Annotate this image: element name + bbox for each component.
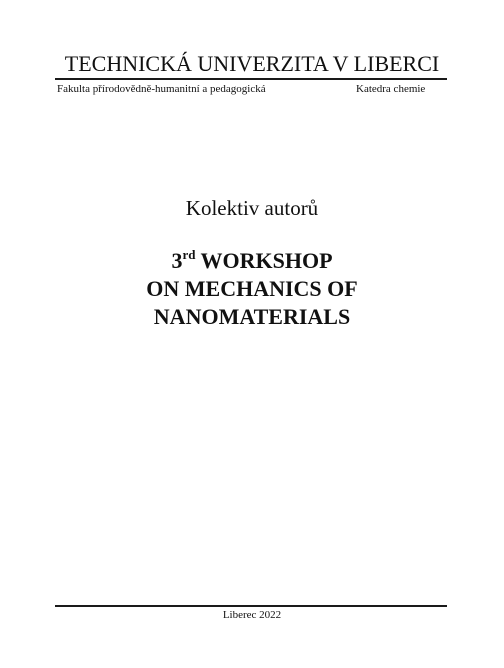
workshop-title [0,247,504,331]
university-name: TECHNICKÁ UNIVERZITA V LIBERCI [64,51,440,76]
title-number: 3 [171,248,183,273]
title-line-1 [0,247,504,275]
department-name: Katedra chemie [356,83,426,95]
header-divider [55,78,447,80]
authors-label: Kolektiv autorů [185,196,319,220]
place-and-year: Liberec 2022 [222,609,282,621]
title-line-3: NANOMATERIALS [153,304,351,329]
footer-divider [55,605,447,607]
faculty-name: Fakulta přírodovědně-humanitní a pedagogická [57,83,266,95]
title-ordinal-suffix: rd [182,247,196,262]
title-line-1-text: WORKSHOP [195,248,333,273]
title-line-2: ON MECHANICS OF [146,276,358,301]
